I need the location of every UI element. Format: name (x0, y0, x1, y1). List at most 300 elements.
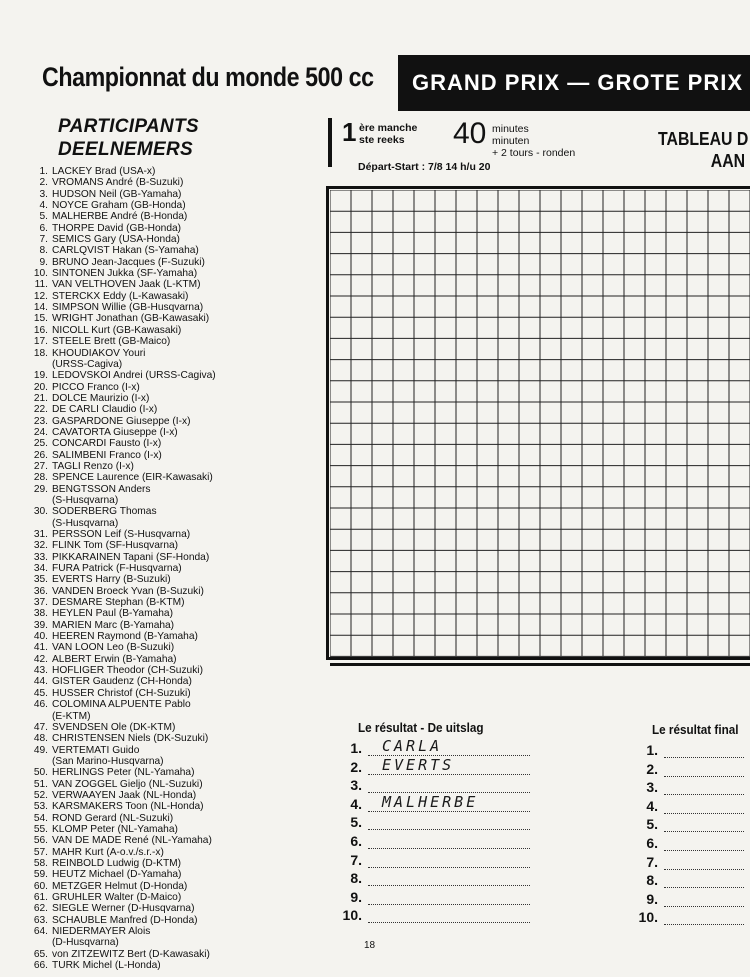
participant-row (20, 166, 260, 177)
participant-name: SPENCE Laurence (EIR-Kawasaki) (52, 472, 213, 484)
participant-number: 23. (33, 415, 48, 427)
participant-number: 27. (33, 460, 48, 472)
result-row (332, 794, 530, 812)
participant-row (20, 631, 260, 642)
result-position: 4. (350, 795, 362, 812)
participant-number: 58. (33, 857, 48, 869)
participant-number: 3. (39, 188, 48, 200)
participant-number: 46. (33, 699, 48, 711)
result-position: 7. (350, 851, 362, 868)
participant-number: 31. (33, 529, 48, 540)
lap-chart-grid (330, 190, 750, 657)
final-result-entry-line[interactable] (664, 893, 744, 907)
participant-number: 15. (33, 313, 48, 325)
deelnemers-heading: DEELNEMERS (58, 139, 193, 160)
participant-row (20, 733, 260, 744)
participant-row (20, 348, 260, 359)
participant-number: 63. (33, 914, 48, 926)
participant-number: 61. (33, 892, 48, 903)
final-result-position: 5. (646, 816, 658, 833)
participant-name: CONCARDI Fausto (I-x) (52, 438, 162, 450)
participant-name: SODERBERG Thomas (52, 506, 157, 518)
participant-name: GASPARDONE Giuseppe (I-x) (52, 415, 191, 427)
participant-row (20, 291, 260, 302)
participant-row (20, 382, 260, 393)
participant-name: STEELE Brett (GB-Maico) (52, 336, 171, 348)
participant-number (20, 359, 52, 370)
participant-name: (E-KTM) (52, 710, 91, 722)
final-result-position: 2. (646, 760, 658, 777)
result-entry-line[interactable] (368, 792, 530, 812)
participant-number: 32. (33, 540, 48, 552)
participants-heading: PARTICIPANTS (58, 116, 199, 137)
tableau-line2: AAN (710, 151, 746, 171)
participant-row (20, 234, 260, 245)
participant-row (20, 177, 260, 188)
heat-duration: 40 (453, 117, 487, 150)
participant-name: LEDOVSKOI Andrei (URSS-Cagiva) (52, 370, 216, 382)
participant-row (20, 847, 260, 858)
heat-label-fr: ère manche (359, 122, 418, 134)
final-result-title: Le résultat final (652, 722, 739, 737)
participant-name: PIKKARAINEN Tapani (SF-Honda) (52, 551, 210, 563)
result-row (332, 757, 530, 775)
participant-number: 25. (33, 438, 48, 450)
participant-number: 28. (33, 472, 48, 484)
tableau-title (658, 128, 748, 172)
final-result-entry-line[interactable] (664, 800, 744, 814)
participant-row (20, 620, 260, 631)
participant-number: 51. (33, 778, 48, 790)
participant-number (20, 756, 52, 767)
participant-row (20, 563, 260, 574)
participant-name: NOYCE Graham (GB-Honda) (52, 200, 186, 212)
final-result-position: 9. (646, 890, 658, 907)
page-title: Championnat du monde 500 cc (42, 62, 374, 92)
participant-name: GISTER Gaudenz (CH-Honda) (52, 676, 192, 688)
final-result-entry-line[interactable] (664, 781, 744, 795)
participant-row (20, 801, 260, 812)
participant-name: SCHAUBLE Manfred (D-Honda) (52, 914, 198, 926)
participant-number: 19. (33, 370, 48, 382)
result-row (332, 831, 530, 849)
grand-prix-banner: GRAND PRIX — GROTE PRIX (398, 55, 750, 111)
result-position: 2. (350, 758, 362, 775)
participant-name: SIMPSON Willie (GB-Husqvarna) (52, 302, 204, 314)
participant-name: SALIMBENI Franco (I-x) (52, 449, 162, 461)
final-result-position: 6. (646, 835, 658, 851)
participant-row (20, 676, 260, 687)
participant-row (20, 688, 260, 699)
participant-row (20, 813, 260, 824)
participant-row (20, 518, 260, 529)
participant-name: FLINK Tom (SF-Husqvarna) (52, 540, 179, 552)
participant-name: CARLQVIST Hakan (S-Yamaha) (52, 245, 199, 257)
participant-number: 26. (33, 449, 48, 461)
participant-number: 50. (33, 767, 48, 779)
result-entry-line[interactable] (368, 755, 530, 775)
participant-number: 30. (33, 506, 48, 518)
participant-name: TURK Michel (L-Honda) (52, 960, 161, 972)
result-position: 5. (350, 814, 362, 831)
participant-row (20, 245, 260, 256)
participant-number (20, 518, 52, 529)
final-result-entry-line[interactable] (664, 763, 744, 777)
final-result-entry-line[interactable] (664, 911, 744, 925)
participant-name: DESMARE Stephan (B-KTM) (52, 597, 185, 609)
result-entry-line[interactable] (368, 816, 530, 830)
participant-row (20, 745, 260, 756)
final-result-row (628, 833, 744, 851)
participant-row (20, 484, 260, 495)
participant-name: (URSS-Cagiva) (52, 358, 123, 370)
result-row (332, 868, 530, 886)
participant-row (20, 722, 260, 733)
participant-name: SVENDSEN Ole (DK-KTM) (52, 721, 176, 733)
participant-name: DE CARLI Claudio (I-x) (52, 404, 158, 416)
participant-number (20, 495, 52, 506)
participant-number: 44. (33, 676, 48, 688)
participant-number: 62. (33, 903, 48, 915)
participant-number: 56. (33, 835, 48, 847)
participant-row (20, 404, 260, 415)
participant-number: 64. (33, 926, 48, 938)
participant-name: HEUTZ Michael (D-Yamaha) (52, 869, 182, 881)
participant-number: 35. (33, 574, 48, 586)
result-position: 8. (350, 870, 362, 887)
start-time: Départ-Start : 7/8 14 h/u 20 (358, 161, 491, 173)
participant-number: 11. (34, 279, 48, 291)
handwritten-entry: CARLA (382, 737, 443, 755)
result-position: 9. (350, 888, 362, 905)
result-entry-line[interactable] (368, 854, 530, 868)
participant-name: SINTONEN Jukka (SF-Yamaha) (52, 268, 198, 280)
final-result-row (628, 870, 744, 888)
participant-name: CAVATORTA Giuseppe (I-x) (52, 426, 178, 438)
final-result-row (628, 777, 744, 795)
participant-number: 33. (33, 551, 48, 563)
participant-name: HOFLIGER Theodor (CH-Suzuki) (52, 665, 203, 677)
participant-row (20, 189, 260, 200)
participant-row (20, 597, 260, 608)
result-row (332, 887, 530, 905)
participant-name: SEMICS Gary (USA-Honda) (52, 234, 180, 246)
result-entry-line[interactable] (368, 872, 530, 886)
participant-name: PERSSON Leif (S-Husqvarna) (52, 529, 191, 540)
final-result-row (628, 814, 744, 832)
participant-number: 66. (33, 960, 48, 972)
final-result-position: 10. (638, 909, 658, 926)
participant-row (20, 529, 260, 540)
participant-number: 12. (33, 290, 48, 302)
participant-row (20, 438, 260, 449)
participant-number: 14. (33, 302, 48, 314)
final-result-position: 4. (646, 797, 658, 814)
participant-row (20, 892, 260, 903)
participant-name: KLOMP Peter (NL-Yamaha) (52, 823, 178, 835)
participant-row (20, 711, 260, 722)
participant-number: 42. (33, 653, 48, 665)
participant-name: NIEDERMAYER Alois (52, 926, 151, 938)
participant-number: 43. (33, 665, 48, 677)
participant-number: 37. (33, 597, 48, 609)
participant-number: 45. (33, 687, 48, 699)
participant-row (20, 699, 260, 710)
participant-row (20, 835, 260, 846)
result-position: 3. (350, 777, 362, 794)
participant-number: 17. (33, 336, 48, 348)
participant-name: EVERTS Harry (B-Suzuki) (52, 574, 171, 586)
participant-number: 9. (39, 256, 48, 268)
heat-label (359, 122, 417, 146)
participant-name: COLOMINA ALPUENTE Pablo (52, 699, 191, 711)
participant-name: ALBERT Erwin (B-Yamaha) (52, 653, 177, 665)
grid-bottom-rule (330, 663, 750, 666)
result-row (332, 775, 530, 793)
participant-row (20, 268, 260, 279)
participant-row (20, 858, 260, 869)
participant-name: KARSMAKERS Toon (NL-Honda) (52, 801, 204, 813)
result-title: Le résultat - De uitslag (358, 720, 484, 735)
participant-name: NICOLL Kurt (GB-Kawasaki) (52, 324, 182, 336)
result-row (332, 905, 530, 923)
participant-number: 6. (39, 222, 48, 234)
participant-number: 10. (33, 268, 48, 280)
participant-name: METZGER Helmut (D-Honda) (52, 880, 188, 892)
participant-row (20, 325, 260, 336)
tableau-line1: TABLEAU D (658, 129, 749, 149)
participant-row (20, 767, 260, 778)
participant-name: VAN DE MADE René (NL-Yamaha) (52, 835, 212, 847)
participant-row (20, 472, 260, 483)
participant-number: 34. (33, 563, 48, 575)
participant-name: MARIEN Marc (B-Yamaha) (52, 619, 175, 631)
final-result-entry-line[interactable] (664, 744, 744, 758)
participant-name: GRUHLER Walter (D-Maico) (52, 892, 182, 903)
participant-name: PICCO Franco (I-x) (52, 381, 140, 393)
participant-row (20, 756, 260, 767)
participant-row (20, 960, 260, 971)
participant-name: (S-Husqvarna) (52, 517, 119, 529)
participant-name: KHOUDIAKOV Youri (52, 347, 146, 359)
participant-number: 59. (33, 869, 48, 881)
participant-row (20, 915, 260, 926)
participant-name: (S-Husqvarna) (52, 494, 119, 506)
participants-list (20, 166, 260, 971)
result-position: 1. (350, 740, 362, 756)
participant-row (20, 393, 260, 404)
participant-number: 20. (33, 381, 48, 393)
participant-name: BRUNO Jean-Jacques (F-Suzuki) (52, 256, 205, 268)
participant-number: 40. (33, 631, 48, 643)
participant-name: HUSSER Christof (CH-Suzuki) (52, 687, 191, 699)
result-row (332, 738, 530, 756)
result-position: 10. (342, 907, 362, 924)
final-result-row (628, 740, 744, 758)
participant-number: 4. (39, 200, 48, 212)
participant-name: VANDEN Broeck Yvan (B-Suzuki) (52, 585, 204, 597)
participant-number: 22. (33, 404, 48, 416)
participant-row (20, 881, 260, 892)
participant-name: VAN LOON Leo (B-Suzuki) (52, 642, 175, 654)
participant-name: MALHERBE André (B-Honda) (52, 211, 188, 223)
participant-row (20, 779, 260, 790)
participant-number: 21. (33, 392, 48, 404)
participant-row (20, 586, 260, 597)
participant-row (20, 211, 260, 222)
participant-name: ROND Gerard (NL-Suzuki) (52, 812, 174, 824)
participant-row (20, 506, 260, 517)
participant-row (20, 370, 260, 381)
heat-divider (328, 118, 332, 167)
participant-name: VERTEMATI Guido (52, 744, 140, 756)
participant-number: 41. (33, 642, 48, 654)
final-result-position: 8. (646, 872, 658, 889)
final-result-row (628, 907, 744, 925)
participant-number: 49. (33, 744, 48, 756)
participant-name: TAGLI Renzo (I-x) (52, 460, 134, 472)
participant-number: 48. (33, 733, 48, 745)
final-result-position: 7. (646, 853, 658, 870)
participant-name: BENGTSSON Anders (52, 483, 151, 495)
participant-name: (San Marino-Husqvarna) (52, 755, 164, 767)
result-row (332, 812, 530, 830)
participant-row (20, 552, 260, 563)
final-result-row (628, 759, 744, 777)
participant-row (20, 790, 260, 801)
participant-name: HEEREN Raymond (B-Yamaha) (52, 631, 198, 643)
final-result-row (628, 852, 744, 870)
participant-row (20, 642, 260, 653)
participant-name: THORPE David (GB-Honda) (52, 222, 182, 234)
participant-number: 5. (39, 211, 48, 223)
participant-number: 36. (33, 585, 48, 597)
participant-name: VERWAAYEN Jaak (NL-Honda) (52, 789, 197, 801)
participant-row (20, 257, 260, 268)
participant-row (20, 279, 260, 290)
participant-number (20, 711, 52, 722)
participant-number: 39. (33, 619, 48, 631)
participant-row (20, 313, 260, 324)
participant-number: 24. (33, 426, 48, 438)
participant-name: LACKEY Brad (USA-x) (52, 166, 156, 177)
participant-number: 54. (33, 812, 48, 824)
participant-row (20, 336, 260, 347)
participant-row (20, 540, 260, 551)
participant-name: DOLCE Maurizio (I-x) (52, 392, 150, 404)
participant-number: 47. (33, 721, 48, 733)
participant-number: 60. (33, 880, 48, 892)
participant-name: CHRISTENSEN Niels (DK-Suzuki) (52, 733, 209, 745)
handwritten-entry: EVERTS (382, 755, 455, 774)
participant-name: VAN VELTHOVEN Jaak (L-KTM) (52, 279, 201, 291)
participant-name: REINBOLD Ludwig (D-KTM) (52, 857, 182, 869)
participant-name: VROMANS André (B-Suzuki) (52, 177, 184, 189)
result-entry-line[interactable] (368, 779, 530, 793)
participant-row (20, 824, 260, 835)
participant-number: 18. (33, 347, 48, 359)
participant-name: WRIGHT Jonathan (GB-Kawasaki) (52, 313, 210, 325)
participant-number: 8. (39, 245, 48, 257)
participant-number: 52. (33, 789, 48, 801)
final-result-row (628, 796, 744, 814)
extra-laps: + 2 tours - ronden (492, 147, 576, 159)
final-result-row (628, 889, 744, 907)
participant-name: VAN ZOGGEL Gieljo (NL-Suzuki) (52, 778, 203, 790)
result-entry-line[interactable] (368, 909, 530, 923)
participant-row (20, 949, 260, 960)
participant-name: FURA Patrick (F-Husqvarna) (52, 563, 182, 575)
participant-row (20, 574, 260, 585)
participant-number: 29. (33, 483, 48, 495)
participant-number: 16. (33, 324, 48, 336)
handwritten-entry: MALHERBE (382, 792, 479, 811)
result-entry-line[interactable] (368, 891, 530, 905)
participant-row (20, 903, 260, 914)
participant-row (20, 937, 260, 948)
participant-row (20, 461, 260, 472)
participant-row (20, 654, 260, 665)
participant-name: HUDSON Neil (GB-Yamaha) (52, 188, 182, 200)
participant-number: 1. (39, 166, 48, 177)
final-result-entry-line[interactable] (664, 856, 744, 870)
participant-row (20, 869, 260, 880)
participant-number: 53. (33, 801, 48, 813)
final-result-position: 3. (646, 779, 658, 796)
participant-row (20, 302, 260, 313)
final-result-entry-line[interactable] (664, 837, 744, 851)
participant-row (20, 359, 260, 370)
participant-row (20, 926, 260, 937)
result-position: 6. (350, 833, 362, 849)
heat-label-nl: ste reeks (359, 134, 405, 146)
participant-number: 55. (33, 823, 48, 835)
participant-name: (D-Husqvarna) (52, 937, 119, 949)
result-entry-line[interactable] (368, 835, 530, 849)
participant-name: HERLINGS Peter (NL-Yamaha) (52, 767, 195, 779)
duration-units (492, 123, 575, 159)
participant-row (20, 450, 260, 461)
participant-row (20, 416, 260, 427)
final-result-position: 1. (646, 742, 658, 758)
participant-number: 7. (39, 234, 48, 246)
unit-fr: minutes (492, 123, 529, 135)
final-result-entry-line[interactable] (664, 818, 744, 832)
participant-name: SIEGLE Werner (D-Husqvarna) (52, 903, 195, 915)
participant-name: HEYLEN Paul (B-Yamaha) (52, 608, 173, 620)
participant-number: 57. (33, 846, 48, 858)
participant-number: 2. (39, 177, 48, 189)
result-row (332, 850, 530, 868)
participant-number: 38. (33, 608, 48, 620)
heat-number: 1 (342, 117, 357, 147)
participant-name: MAHR Kurt (A-o.v./s.r.-x) (52, 846, 164, 858)
participant-name: STERCKX Eddy (L-Kawasaki) (52, 290, 189, 302)
participant-row (20, 427, 260, 438)
participant-row (20, 665, 260, 676)
result-entry-line[interactable] (368, 737, 530, 756)
participant-row (20, 608, 260, 619)
page-number: 18 (364, 940, 376, 951)
participant-row (20, 223, 260, 234)
participant-number: 65. (33, 948, 48, 960)
participant-number (20, 937, 52, 948)
participant-row (20, 200, 260, 211)
participant-row (20, 495, 260, 506)
unit-nl: minuten (492, 135, 530, 147)
final-result-entry-line[interactable] (664, 874, 744, 888)
participant-name: von ZITZEWITZ Bert (D-Kawasaki) (52, 948, 210, 960)
